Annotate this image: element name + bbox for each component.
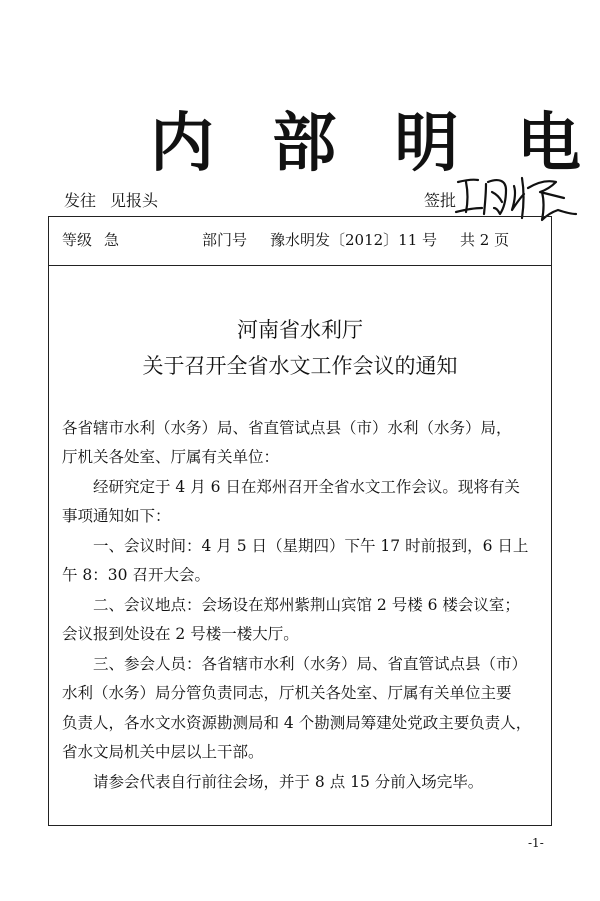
document-title-line2: 关于召开全省水文工作会议的通知 — [142, 354, 458, 378]
body-line: 三、参会人员：各省辖市水利（水务）局、省直管试点县（市） — [62, 655, 528, 673]
send-to-label: 发往 — [64, 191, 97, 210]
level-value: 急 — [104, 231, 120, 249]
document-header-title: 内 部 明 电 — [150, 106, 599, 181]
level-label: 等级 — [62, 231, 93, 249]
send-to-value: 见报头 — [110, 191, 159, 210]
body-line: 厅机关各处室、厅属有关单位： — [62, 448, 280, 466]
dept-value: 豫水明发〔2012〕11 号 — [270, 231, 438, 249]
body-line: 负责人，各水文水资源勘测局和 4 个勘测局筹建处党政主要负责人， — [62, 714, 532, 732]
dept-label: 部门号 — [202, 231, 248, 249]
body-line: 水利（水务）局分管负责同志，厅机关各处室、厅属有关单位主要 — [62, 684, 512, 702]
page-number: -1- — [528, 836, 544, 850]
document-title-line1: 河南省水利厅 — [237, 318, 363, 342]
page-count: 共 2 页 — [460, 231, 510, 249]
body-line: 经研究定于 4 月 6 日在郑州召开全省水文工作会议。现将有关 — [62, 478, 520, 496]
document-meta-row — [48, 216, 552, 266]
send-to-line — [64, 190, 158, 212]
body-line: 请参会代表自行前往会场，并于 8 点 15 分前入场完毕。 — [62, 773, 484, 791]
body-line: 事项通知如下： — [62, 507, 171, 525]
body-line: 各省辖市水利（水务）局、省直管试点县（市）水利（水务）局， — [62, 419, 512, 437]
body-line: 一、会议时间：4 月 5 日（星期四）下午 17 时前报到，6 日上 — [62, 537, 529, 555]
body-line: 省水文局机关中层以上干部。 — [62, 743, 264, 761]
body-line: 二、会议地点：会场设在郑州紫荆山宾馆 2 号楼 6 楼会议室； — [62, 596, 520, 614]
body-line: 会议报到处设在 2 号楼一楼大厅。 — [62, 625, 299, 643]
sign-approval-label: 签批 — [424, 191, 457, 210]
body-line: 午 8：30 召开大会。 — [62, 566, 210, 584]
